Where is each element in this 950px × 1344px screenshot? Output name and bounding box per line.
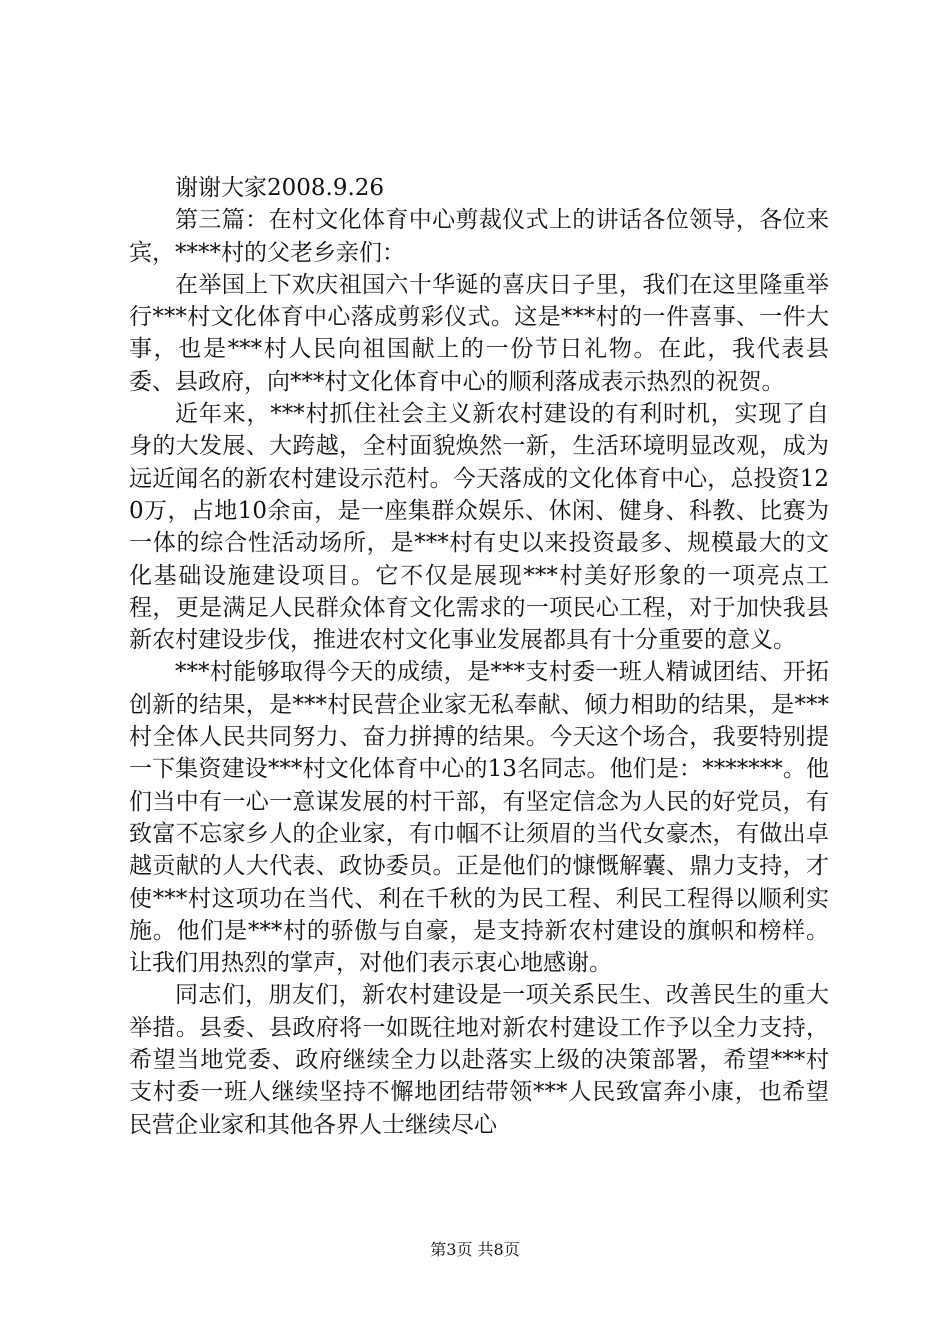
page-number-footer: 第3页 共8页 — [430, 1240, 520, 1259]
paragraph-achievements: 近年来，***村抓住社会主义新农村建设的有利时机，实现了自身的大发展、大跨越，全村面貌焕然一新，生活环境明显改观，成为远近闻名的新农村建设示范村。今天落成的文化体育中心，总投资120万，占地10余亩，是一座集群众娱乐、休闲、健身、科教、比赛为一体的综合性活动场所，是***村有史以来投资最多、规模最大的文化基础设施建设项目。它不仅是展现***村美好形象的一项亮点工程，更是满足人民群众体育文化需求的一项民心工程，对于加快我县新农村建设步伐，推进农村文化事业发展都具有十分重要的意义。 — [129, 401, 829, 654]
paragraph-chapter-heading: 第三篇：在村文化体育中心剪裁仪式上的讲话各位领导，各位来宾，****村的父老乡亲们： — [129, 207, 829, 266]
paragraph-call-to-action: 同志们，朋友们，新农村建设是一项关系民生、改善民生的重大举措。县委、县政府将一如既往地对新农村建设工作予以全力支持，希望当地党委、政府继续全力以赴落实上级的决策部署，希望***村支村委一班人继续坚持不懈地团结带领***人民致富奔小康，也希望民营企业家和其他各界人士继续尽心 — [129, 982, 829, 1138]
paragraph-closing: 谢谢大家2008.9.26 — [175, 175, 385, 201]
paragraph-acknowledgement: ***村能够取得今天的成绩，是***支村委一班人精诚团结、开拓创新的结果，是***村民营企业家无私奉献、倾力相助的结果，是***村全体人民共同努力、奋力拼搏的结果。今天这个场合，我要特别提一下集资建设***村文化体育中心的13名同志。他们是：*******。他们当中有一心一意谋发展的村干部，有坚定信念为人民的好党员，有致富不忘家乡人的企业家，有巾帼不让须眉的当代女豪杰，有做出卓越贡献的人大代表、政协委员。正是他们的慷慨解囊、鼎力支持，才使***村这项功在当代、利在千秋的为民工程、利民工程得以顺利实施。他们是***村的骄傲与自豪，是支持新农村建设的旗帜和榜样。让我们用热烈的掌声，对他们表示衷心地感谢。 — [129, 659, 829, 977]
paragraph-opening: 在举国上下欢庆祖国六十华诞的喜庆日子里，我们在这里隆重举行***村文化体育中心落成剪彩仪式。这是***村的一件喜事、一件大事，也是***村人民向祖国献上的一份节日礼物。在此，我代表县委、县政府，向***村文化体育中心的顺利落成表示热烈的祝贺。 — [129, 271, 829, 395]
document-body — [129, 172, 829, 1141]
